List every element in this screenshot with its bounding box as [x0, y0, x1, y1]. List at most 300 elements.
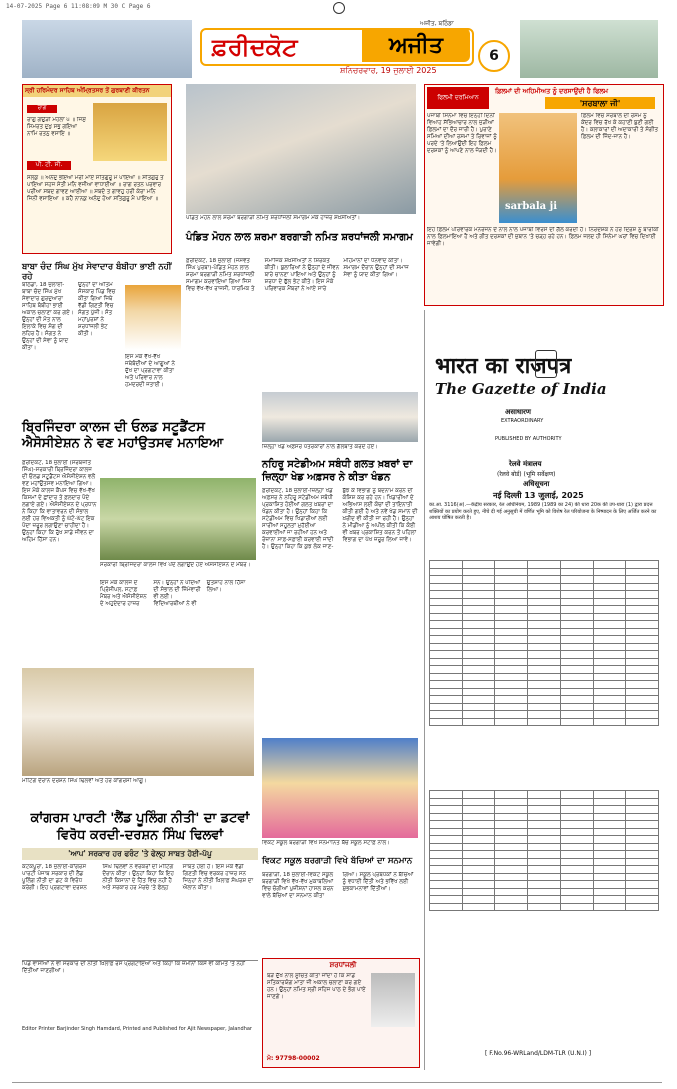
- gazette-table-cell: [528, 806, 561, 814]
- gazette-table-cell: [462, 836, 495, 844]
- film-poster: [499, 113, 577, 223]
- bottom-credits: Editor Printer Barjinder Singh Hamdard, Printed and Published for Ajit Newspaper, Jalandhar: [22, 1026, 252, 1032]
- gazette-table-row: [430, 666, 659, 674]
- baba-article-body-3: ਇਸ ਮੌਕੇ ਵੱਖ-ਵੱਖ ਜਥੇਬੰਦੀਆਂ ਦੇ ਆਗੂਆਂ ਨੇ ਦੁੱਖ ਦਾ ਪ੍ਰਗਟਾਵਾ ਕੀਤਾ ਅਤੇ ਪਰਿਵਾਰ ਨਾਲ ਹਮਦਰਦੀ ਜਤਾਈ।: [125, 354, 175, 388]
- gazette-table-cell: [528, 711, 561, 719]
- brijindra-article-body: ਫ਼ਰੀਦਕੋਟ, 18 ਜੁਲਾਈ (ਸਰਬਜੀਤ ਸਿੰਘ)-ਸਰਕਾਰੀ ਬ੍ਰਿਜਿੰਦਰਾ ਕਾਲਜ ਦੀ ਓਲਡ ਸਟੂਡੈਂਟਸ ਐਸੋਸੀਏਸ਼ਨ ਵਲੋਂ ਵਣ ਮਹਾਂਉਤਸਵ ਮਨਾਇਆ ਗਿਆ। ਇਸ ਮੌਕੇ ਕਾਲਜ ਕੈਂਪਸ ਵਿਚ ਵੱਖ-ਵੱਖ ਕਿਸਮਾਂ ਦੇ ਛਾਂਦਾਰ ਤੇ ਫ਼ਲਦਾਰ ਪੌਦੇ ਲਗਾਏ ਗਏ। ਐਸੋਸੀਏਸ਼ਨ ਦੇ ਪ੍ਰਧਾਨ ਨੇ ਕਿਹਾ ਕਿ ਵਾਤਾਵਰਨ ਦੀ ਸੰਭਾਲ ਲਈ ਹਰ ਵਿਅਕਤੀ ਨੂੰ ਘੱਟੋ-ਘੱਟ ਇਕ ਪੌਦਾ ਜ਼ਰੂਰ ਲਗਾਉਣਾ ਚਾਹੀਦਾ ਹੈ। ਉਨ੍ਹਾਂ ਕਿਹਾ ਕਿ ਰੁੱਖ ਸਾਡੇ ਜੀਵਨ ਦਾ ਅਹਿਮ ਹਿੱਸਾ ਹਨ।: [22, 460, 97, 543]
- gazette-table-cell: [626, 658, 659, 666]
- gazette-published: PUBLISHED BY AUTHORITY: [495, 436, 562, 442]
- gazette-table-cell: [528, 896, 561, 904]
- gazette-table-cell: [462, 888, 495, 896]
- gazette-table-cell: [560, 873, 593, 881]
- gazette-table-cell: [593, 636, 626, 644]
- gazette-table-cell: [495, 613, 528, 621]
- gazette-table-cell: [560, 658, 593, 666]
- film-text-bottom: ਇਹ ਫ਼ਿਲਮ ਪਰਿਵਾਰਕ ਮਨੋਰੰਜਨ ਦੇ ਨਾਲ ਨਾਲ ਪੰਜਾਬੀ ਵਿਰਸੇ ਦੀ ਗੱਲ ਕਰਦੀ ਹੈ। ਨਿਰਦੇਸ਼ਕ ਨੇ ਹਰ ਦ੍ਰਿਸ਼ ਨੂੰ ਬਾਰੀਕੀ ਨਾਲ ਫ਼ਿਲਮਾਇਆ ਹੈ ਅਤੇ ਗੀਤ ਦਰਸ਼ਕਾਂ ਦੀ ਜ਼ੁਬਾਨ 'ਤੇ ਚੜ੍ਹ ਰਹੇ ਹਨ। ਫ਼ਿਲਮ ਜਲਦ ਹੀ ਸਿਨੇਮਾ ਘਰਾਂ ਵਿਚ ਦਿਖਾਈ ਜਾਵੇਗੀ।: [427, 227, 659, 247]
- gazette-table-cell: [495, 681, 528, 689]
- gazette-table-cell: [462, 681, 495, 689]
- gazette-table-cell: [560, 806, 593, 814]
- gazette-table-cell: [593, 606, 626, 614]
- gazette-table-cell: [528, 813, 561, 821]
- gazette-table-cell: [560, 881, 593, 889]
- gazette-table-cell: [495, 711, 528, 719]
- gazette-table-row: [430, 591, 659, 599]
- shradhanjali-photo: [186, 84, 416, 214]
- gazette-table-cell: [560, 858, 593, 866]
- gazette-table-row: [430, 561, 659, 569]
- gazette-table-cell: [560, 643, 593, 651]
- gazette-table-cell: [495, 798, 528, 806]
- gazette-table-cell: [626, 866, 659, 874]
- gazette-table-cell: [495, 843, 528, 851]
- gazette-table-cell: [560, 696, 593, 704]
- nehru-headline: ਨਹਿਰੂ ਸਟੇਡੀਅਮ ਸਬੰਧੀ ਗਲਤ ਖ਼ਬਰਾਂ ਦਾ ਜ਼ਿਲ੍ਹਾ ਖੇਡ ਅਫ਼ਸਰ ਨੇ ਕੀਤਾ ਖੰਡਨ: [262, 459, 413, 483]
- gazette-table-cell: [528, 866, 561, 874]
- film-text-right: ਫ਼ਿਲਮ ਵਿਚ ਸਰਬਾਲੇ ਦੀ ਰਸਮ ਨੂੰ ਕੇਂਦਰ ਵਿਚ ਰੱਖ ਕੇ ਕਹਾਣੀ ਬੁਣੀ ਗਈ ਹੈ। ਕਲਾਕਾਰਾਂ ਦੀ ਅਦਾਕਾਰੀ ਤੇ ਸੰਗੀਤ ਫ਼ਿਲਮ ਦੀ ਜਿੰਦ-ਜਾਨ ਹੈ।: [581, 113, 658, 140]
- gazette-table-cell: [528, 843, 561, 851]
- gazette-table-cell: [560, 681, 593, 689]
- gazette-table-cell: [593, 843, 626, 851]
- gazette-table-cell: [495, 718, 528, 726]
- gurbani-box: [22, 84, 172, 254]
- gazette-table-cell: [430, 813, 463, 821]
- gurbani-box-title: ਸ੍ਰੀ ਹਰਿਮੰਦਰ ਸਾਹਿਬ ਅੰਮ੍ਰਿਤਸਰ ਤੋਂ ਗੁਰਬਾਣੀ ਕੀਰਤਨ: [23, 85, 171, 97]
- gazette-table-cell: [430, 673, 463, 681]
- gazette-table-cell: [626, 896, 659, 904]
- gazette-table-cell: [593, 703, 626, 711]
- gazette-table-cell: [495, 821, 528, 829]
- gazette-table-cell: [626, 591, 659, 599]
- gazette-table-cell: [626, 673, 659, 681]
- gazette-table-cell: [626, 688, 659, 696]
- gazette-table-row: [430, 658, 659, 666]
- gazette-table-cell: [626, 858, 659, 866]
- gazette-table-cell: [626, 881, 659, 889]
- masthead-city: ਫ਼ਰੀਦਕੋਟ: [212, 32, 298, 61]
- gazette-table-cell: [560, 673, 593, 681]
- gazette-table-cell: [430, 711, 463, 719]
- gazette-table-cell: [528, 688, 561, 696]
- page-number: 6: [478, 40, 510, 72]
- gazette-table-cell: [462, 598, 495, 606]
- print-info-strip: 14-07-2025 Page 6 11:08:09 M 30 C Page 6: [6, 3, 151, 10]
- gazette-table-cell: [560, 896, 593, 904]
- gazette-section: [424, 310, 663, 1070]
- gazette-table-cell: [462, 873, 495, 881]
- gazette-table-cell: [593, 806, 626, 814]
- gazette-extraordinary-hi: असाधारण: [505, 408, 531, 416]
- page-bottom-rule: [12, 1082, 662, 1083]
- gazette-table-row: [430, 798, 659, 806]
- gazette-table-cell: [528, 881, 561, 889]
- gazette-table-cell: [626, 711, 659, 719]
- gazette-table-cell: [430, 606, 463, 614]
- gazette-table-cell: [495, 881, 528, 889]
- gazette-table-1: [429, 560, 659, 726]
- gazette-table-cell: [528, 568, 561, 576]
- gazette-table-row: [430, 903, 659, 911]
- gazette-table-cell: [560, 688, 593, 696]
- gazette-table-cell: [626, 666, 659, 674]
- film-poster-text: sarbala ji: [505, 201, 558, 212]
- gazette-table-cell: [593, 688, 626, 696]
- gazette-table-row: [430, 881, 659, 889]
- gazette-table-row: [430, 681, 659, 689]
- gazette-table-row: [430, 821, 659, 829]
- gazette-table-cell: [462, 903, 495, 911]
- gazette-table-cell: [528, 903, 561, 911]
- gazette-table-cell: [626, 598, 659, 606]
- gazette-table-cell: [495, 666, 528, 674]
- gazette-table-cell: [430, 903, 463, 911]
- gazette-table-cell: [430, 888, 463, 896]
- gazette-table-cell: [528, 821, 561, 829]
- gazette-table-cell: [462, 858, 495, 866]
- gazette-table-cell: [495, 851, 528, 859]
- gazette-table-cell: [626, 821, 659, 829]
- gazette-table-row: [430, 583, 659, 591]
- gazette-table-cell: [430, 561, 463, 569]
- gazette-table-cell: [593, 576, 626, 584]
- congress-photo-caption: ਮੀਟਿੰਗ ਦੌਰਾਨ ਦਰਸ਼ਨ ਸਿੰਘ ਢਿਲਵਾਂ ਅਤੇ ਹੋਰ ਕਾਂਗਰਸੀ ਆਗੂ।: [22, 778, 147, 784]
- school-photo-caption: ਵਿਕਟ ਸਕੂਲ ਬਰਗਾੜੀ ਵਿਖੇ ਸਨਮਾਨਿਤ ਬੱਚੇ ਸਕੂਲ ਸਟਾਫ਼ ਨਾਲ।: [262, 840, 390, 846]
- gazette-table-cell: [430, 843, 463, 851]
- gazette-table-row: [430, 888, 659, 896]
- gazette-table-cell: [430, 636, 463, 644]
- gazette-table-cell: [626, 798, 659, 806]
- gazette-table-row: [430, 718, 659, 726]
- obituary-portrait: [371, 973, 415, 1027]
- gazette-table-cell: [560, 561, 593, 569]
- gazette-table-row: [430, 828, 659, 836]
- congress-meeting-photo: [22, 668, 254, 776]
- gazette-notification-date: नई दिल्ली 13 जुलाई, 2025: [493, 491, 584, 500]
- brijindra-article-body-2: ਇਸ ਮੌਕੇ ਕਾਲਜ ਦੇ ਪ੍ਰਿੰਸੀਪਲ, ਸਟਾਫ਼ ਮੈਂਬਰ ਅਤੇ ਐਸੋਸੀਏਸ਼ਨ ਦੇ ਅਹੁਦੇਦਾਰ ਹਾਜ਼ਰ ਸਨ। ਉਨ੍ਹਾਂ ਨੇ ਪੌਦਿਆਂ ਦੀ ਸੰਭਾਲ ਦੀ ਜ਼ਿੰਮੇਵਾਰੀ ਵੀ ਲਈ। ਵਿਦਿਆਰਥੀਆਂ ਨੇ ਵੀ ਉਤਸ਼ਾਹ ਨਾਲ ਹਿੱਸਾ ਲਿਆ।: [100, 580, 246, 607]
- baba-article-body: ਬਠਿੰਡਾ, 18 ਜੁਲਾਈ-ਬਾਬਾ ਚੰਦ ਸਿੰਘ ਮੁੱਖ ਸੇਵਾਦਾਰ ਗੁਰਦੁਆਰਾ ਸਾਹਿਬ ਬੰਬੀਹਾ ਭਾਈ ਅਕਾਲ ਚਲਾਣਾ ਕਰ ਗਏ। ਉਨ੍ਹਾਂ ਦੀ ਮੌਤ ਨਾਲ ਇਲਾਕੇ ਵਿਚ ਸੋਗ ਦੀ ਲਹਿਰ ਹੈ। ਸੰਗਤ ਨੇ ਉਨ੍ਹਾਂ ਦੀ ਸੇਵਾ ਨੂੰ ਯਾਦ ਕੀਤਾ।: [22, 282, 74, 351]
- gazette-table-cell: [430, 806, 463, 814]
- gazette-table-cell: [430, 651, 463, 659]
- gazette-table-row: [430, 703, 659, 711]
- gazette-table-row: [430, 606, 659, 614]
- gazette-table-cell: [462, 866, 495, 874]
- baba-headline: ਬਾਬਾ ਚੰਦ ਸਿੰਘ ਮੁੱਖ ਸੇਵਾਦਾਰ ਬੰਬੀਹਾ ਭਾਈ ਨਹੀਂ ਰਹੇ: [22, 262, 172, 282]
- gazette-table-cell: [495, 568, 528, 576]
- gazette-table-cell: [495, 866, 528, 874]
- ptc-label: ਪੀ. ਟੀ. ਸੀ.: [27, 161, 71, 170]
- gazette-table-cell: [495, 828, 528, 836]
- gazette-table-row: [430, 636, 659, 644]
- gazette-table-cell: [528, 828, 561, 836]
- gazette-table-cell: [495, 806, 528, 814]
- gazette-table-cell: [593, 718, 626, 726]
- gazette-table-cell: [462, 568, 495, 576]
- gazette-table-cell: [626, 568, 659, 576]
- gazette-table-cell: [560, 843, 593, 851]
- gazette-table-cell: [495, 621, 528, 629]
- gazette-table-cell: [495, 658, 528, 666]
- gazette-table-cell: [593, 858, 626, 866]
- gazette-table-cell: [495, 576, 528, 584]
- gazette-table-cell: [560, 903, 593, 911]
- gazette-table-cell: [626, 888, 659, 896]
- gazette-table-cell: [560, 621, 593, 629]
- gazette-table-cell: [495, 583, 528, 591]
- baba-article-body-2: ਉਨ੍ਹਾਂ ਦਾ ਅੰਤਿਮ ਸੰਸਕਾਰ ਪਿੰਡ ਵਿਚ ਕੀਤਾ ਗਿਆ ਜਿਥੇ ਵੱਡੀ ਗਿਣਤੀ ਵਿਚ ਸੰਗਤ ਪੁੱਜੀ। ਸੰਤ ਮਹਾਂਪੁਰਸ਼ਾਂ ਨੇ ਸ਼ਰਧਾਂਜਲੀ ਭੇਟ ਕੀਤੀ।: [78, 282, 116, 337]
- gazette-table-cell: [462, 658, 495, 666]
- gazette-table-cell: [495, 561, 528, 569]
- gazette-table-cell: [528, 658, 561, 666]
- gazette-table-row: [430, 576, 659, 584]
- gazette-table-row: [430, 651, 659, 659]
- gazette-table-cell: [462, 688, 495, 696]
- gazette-table-cell: [560, 851, 593, 859]
- gazette-table-cell: [528, 561, 561, 569]
- gazette-table-cell: [528, 673, 561, 681]
- gazette-table-cell: [626, 718, 659, 726]
- gazette-table-cell: [593, 903, 626, 911]
- gazette-table-cell: [560, 798, 593, 806]
- tree-plantation-photo: [100, 478, 256, 560]
- gazette-table-cell: [462, 591, 495, 599]
- gazette-table-cell: [626, 628, 659, 636]
- gazette-table-cell: [560, 591, 593, 599]
- gazette-table-cell: [430, 658, 463, 666]
- gazette-table-cell: [593, 583, 626, 591]
- obituary-phone: ਮੋ: 97798-00002: [267, 1055, 320, 1062]
- gazette-table-row: [430, 813, 659, 821]
- gazette-table-cell: [626, 696, 659, 704]
- gazette-table-cell: [462, 843, 495, 851]
- gazette-table-cell: [593, 673, 626, 681]
- gazette-table-cell: [462, 643, 495, 651]
- gazette-table-cell: [462, 813, 495, 821]
- gazette-table-cell: [560, 836, 593, 844]
- gazette-table-cell: [462, 828, 495, 836]
- film-label: ਫਿਲਮੀ ਦਰਮਿਆਨ: [427, 87, 489, 109]
- gazette-table-row: [430, 836, 659, 844]
- gazette-table-cell: [462, 718, 495, 726]
- gazette-table-cell: [593, 613, 626, 621]
- brijindra-headline: ਬ੍ਰਿਜਿੰਦਰਾ ਕਾਲਜ ਦੀ ਓਲਡ ਸਟੂਡੈਂਟਸ ਐਸੋਸੀਏਸ਼ਨ ਨੇ ਵਣ ਮਹਾਂਉਤਸਵ ਮਨਾਇਆ: [22, 420, 224, 451]
- gazette-table-cell: [593, 851, 626, 859]
- gazette-table-cell: [495, 896, 528, 904]
- gazette-table-cell: [430, 621, 463, 629]
- gazette-table-cell: [430, 798, 463, 806]
- gazette-table-cell: [626, 851, 659, 859]
- gazette-table-cell: [430, 688, 463, 696]
- gazette-table-cell: [560, 636, 593, 644]
- gazette-table-cell: [593, 866, 626, 874]
- gazette-table-row: [430, 843, 659, 851]
- gazette-table-cell: [462, 606, 495, 614]
- gazette-table-cell: [462, 711, 495, 719]
- gazette-table-cell: [495, 873, 528, 881]
- gazette-table-cell: [560, 613, 593, 621]
- gazette-table-row: [430, 621, 659, 629]
- gazette-table-cell: [560, 628, 593, 636]
- gazette-table-cell: [560, 606, 593, 614]
- gazette-table-cell: [626, 621, 659, 629]
- gazette-table-cell: [462, 851, 495, 859]
- gazette-table-cell: [495, 673, 528, 681]
- gazette-ministry-sub: (रेलवे बोर्ड) (भूमि सर्वेक्षण): [497, 471, 556, 478]
- gazette-table-row: [430, 568, 659, 576]
- gazette-table-cell: [593, 828, 626, 836]
- gazette-table-cell: [462, 696, 495, 704]
- gazette-table-cell: [593, 598, 626, 606]
- gazette-table-cell: [495, 791, 528, 799]
- gazette-table-cell: [626, 583, 659, 591]
- registration-mark-icon: [333, 2, 345, 14]
- office-photo-caption: ਜ਼ਿਲ੍ਹਾ ਖੇਡ ਅਫ਼ਸਰ ਪੱਤਰਕਾਰਾਂ ਨਾਲ ਗੱਲਬਾਤ ਕਰਦੇ ਹੋਏ।: [262, 444, 378, 450]
- gazette-table-cell: [495, 628, 528, 636]
- gazette-table-cell: [430, 866, 463, 874]
- gazette-table-cell: [626, 836, 659, 844]
- gazette-table-cell: [528, 666, 561, 674]
- school-article-body: ਬਰਗਾੜੀ, 18 ਜੁਲਾਈ-ਵਿਕਟ ਸਕੂਲ ਬਰਗਾੜੀ ਵਿਖੇ ਵੱਖ-ਵੱਖ ਮੁਕਾਬਲਿਆਂ ਵਿਚ ਚੰਗੀਆਂ ਪੁਜ਼ੀਸ਼ਨਾਂ ਹਾਸਲ ਕਰਨ ਵਾਲੇ ਬੱਚਿਆਂ ਦਾ ਸਨਮਾਨ ਕੀਤਾ ਗਿਆ। ਸਕੂਲ ਪ੍ਰਬੰਧਕਾਂ ਨੇ ਬੱਚਿਆਂ ਨੂੰ ਵਧਾਈ ਦਿੱਤੀ ਅਤੇ ਭਵਿੱਖ ਲਈ ਸ਼ੁਭਕਾਮਨਾਵਾਂ ਦਿੱਤੀਆਂ।: [262, 872, 414, 899]
- gazette-table-cell: [560, 568, 593, 576]
- gazette-table-cell: [430, 666, 463, 674]
- gazette-table-cell: [593, 791, 626, 799]
- gazette-table-cell: [528, 798, 561, 806]
- gazette-table-cell: [528, 636, 561, 644]
- gazette-table-cell: [593, 813, 626, 821]
- gazette-table-cell: [430, 896, 463, 904]
- gazette-table-cell: [462, 583, 495, 591]
- gazette-table-cell: [462, 798, 495, 806]
- gazette-table-row: [430, 696, 659, 704]
- gazette-table-cell: [495, 696, 528, 704]
- gazette-table-cell: [593, 568, 626, 576]
- gazette-table-row: [430, 711, 659, 719]
- gazette-table-cell: [560, 711, 593, 719]
- gurbani-text: ਰਾਗੁ ਗਉੜੀ ਮਹਲਾ ੫ ॥ ਜਿਸੁ ਸਿਮਰਤ ਦੁਖੁ ਸਭੁ ਗਇਆ ਨਾਮਿ ਰਤਨੁ ਵਸਾਇ ॥: [27, 117, 86, 137]
- gazette-table-cell: [495, 888, 528, 896]
- gazette-table-cell: [462, 806, 495, 814]
- gazette-table-cell: [495, 636, 528, 644]
- gazette-table-cell: [626, 813, 659, 821]
- gazette-table-cell: [593, 651, 626, 659]
- gazette-table-row: [430, 806, 659, 814]
- gazette-table-cell: [528, 576, 561, 584]
- gazette-table-cell: [430, 613, 463, 621]
- gazette-table-cell: [528, 583, 561, 591]
- gazette-table-cell: [430, 696, 463, 704]
- gazette-notification-label: अधिसूचना: [523, 480, 550, 488]
- gazette-table-cell: [528, 873, 561, 881]
- gazette-table-row: [430, 896, 659, 904]
- gazette-notification-text: का.आ. 3116(अ).—केंद्रीय सरकार, रेल अधिनियम, 1989 (1989 का 24) की धारा 20क की उप-धारा (1) द्वारा प्रदत्त शक्तियों का प्रयोग करते हुए, नीचे दी गई अनुसूची में वर्णित भूमि को विशेष रेल परियोजना के निष्पादन के लिए अर्जित करने का आशय घोषित करती है।: [429, 502, 657, 521]
- gazette-table-cell: [495, 643, 528, 651]
- gazette-table-cell: [593, 666, 626, 674]
- congress-article-body-2: ਪਿੰਡ ਵਾਸੀਆਂ ਨੇ ਵੀ ਸਰਕਾਰ ਦੀ ਨੀਤੀ ਖ਼ਿਲਾਫ਼ ਰੋਸ ਪ੍ਰਗਟਾਇਆ ਅਤੇ ਕਿਹਾ ਕਿ ਜ਼ਮੀਨਾਂ ਕਿਸੇ ਵੀ ਕੀਮਤ 'ਤੇ ਨਹੀਂ ਦਿੱਤੀਆਂ ਜਾਣਗੀਆਂ।: [22, 960, 258, 1023]
- gazette-table-cell: [560, 888, 593, 896]
- gazette-table-cell: [593, 836, 626, 844]
- gazette-table-cell: [495, 688, 528, 696]
- gazette-table-cell: [593, 621, 626, 629]
- gazette-table-cell: [560, 703, 593, 711]
- gazette-table-cell: [560, 813, 593, 821]
- gazette-table-cell: [626, 791, 659, 799]
- gazette-table-cell: [626, 576, 659, 584]
- gazette-english-title: The Gazette of India: [435, 380, 607, 398]
- school-students-photo: [262, 738, 418, 838]
- gazette-table-cell: [528, 696, 561, 704]
- gazette-table-cell: [462, 673, 495, 681]
- gazette-table-cell: [593, 561, 626, 569]
- gazette-table-cell: [560, 828, 593, 836]
- gazette-table-cell: [626, 703, 659, 711]
- gazette-table-cell: [593, 881, 626, 889]
- baba-portrait: [125, 285, 181, 350]
- gazette-table-cell: [462, 628, 495, 636]
- gazette-table-row: [430, 598, 659, 606]
- gazette-table-2: [429, 790, 659, 911]
- gazette-table-cell: [528, 888, 561, 896]
- gazette-table-cell: [560, 583, 593, 591]
- office-photo: [262, 392, 418, 442]
- gazette-table-cell: [593, 888, 626, 896]
- gazette-table-cell: [626, 681, 659, 689]
- gazette-table-cell: [528, 836, 561, 844]
- gazette-table-cell: [528, 598, 561, 606]
- gazette-table-cell: [560, 651, 593, 659]
- gazette-table-cell: [528, 591, 561, 599]
- gazette-table-cell: [593, 696, 626, 704]
- gazette-table-row: [430, 628, 659, 636]
- masthead-date: ਸ਼ਨਿਚਰਵਾਰ, 19 ਜੁਲਾਈ 2025: [340, 66, 437, 75]
- pandit-headline: ਪੰਡਿਤ ਮੋਹਨ ਲਾਲ ਸ਼ਰਮਾ ਬਰਗਾੜੀ ਨਮਿਤ ਸ਼ਰਧਾਂਜਲੀ ਸਮਾਗਮ: [186, 232, 413, 243]
- gazette-table-cell: [495, 591, 528, 599]
- gazette-table-cell: [626, 828, 659, 836]
- gazette-table-cell: [462, 791, 495, 799]
- gazette-table-row: [430, 673, 659, 681]
- gazette-table-cell: [430, 703, 463, 711]
- gazette-table-cell: [430, 858, 463, 866]
- gazette-table-cell: [626, 806, 659, 814]
- gazette-table-cell: [430, 583, 463, 591]
- film-box: [424, 84, 664, 306]
- gazette-table-cell: [560, 598, 593, 606]
- gazette-table-cell: [495, 598, 528, 606]
- gazette-table-row: [430, 791, 659, 799]
- gazette-table-cell: [462, 881, 495, 889]
- gazette-table-cell: [462, 576, 495, 584]
- gazette-table-cell: [626, 561, 659, 569]
- gazette-table-cell: [430, 568, 463, 576]
- gazette-table-cell: [593, 798, 626, 806]
- gazette-table-cell: [430, 873, 463, 881]
- gazette-table-cell: [528, 651, 561, 659]
- shradhanjali-caption: ਪੰਡਿਤ ਮੋਹਨ ਲਾਲ ਸ਼ਰਮਾ ਬਰਗਾੜੀ ਨਮਿਤ ਸ਼ਰਧਾਂਜਲੀ ਸਮਾਗਮ ਮੌਕੇ ਹਾਜ਼ਰ ਸ਼ਖ਼ਸੀਅਤਾਂ।: [186, 215, 361, 221]
- gazette-table-row: [430, 613, 659, 621]
- gazette-table-cell: [430, 881, 463, 889]
- gazette-table-cell: [495, 651, 528, 659]
- tree-plantation-caption: ਸਰਕਾਰੀ ਬ੍ਰਿਜਿੰਦਰਾ ਕਾਲਜ ਵਿਖੇ ਪੌਦੇ ਲਗਾਉਂਦੇ ਹੋਏ ਐਸੋਸੀਏਸ਼ਨ ਦੇ ਮੈਂਬਰ।: [100, 562, 251, 568]
- gazette-table-row: [430, 643, 659, 651]
- gazette-table-cell: [495, 858, 528, 866]
- gazette-table-cell: [593, 643, 626, 651]
- masthead-paper-name: ਅਜੀਤ: [362, 28, 470, 62]
- gazette-table-cell: [528, 643, 561, 651]
- gazette-ministry: रेलवे मंत्रालय: [509, 460, 542, 468]
- obituary-text: ਬੜੇ ਦੁੱਖ ਨਾਲ ਸੂਚਿਤ ਕੀਤਾ ਜਾਂਦਾ ਹੈ ਕਿ ਸਾਡੇ ਸਤਿਕਾਰਯੋਗ ਮਾਤਾ ਜੀ ਅਕਾਲ ਚਲਾਣਾ ਕਰ ਗਏ ਹਨ। ਉਨ੍ਹਾਂ ਨਮਿਤ ਸ੍ਰੀ ਸਹਿਜ ਪਾਠ ਦੇ ਭੋਗ ਪਾਏ ਜਾਣਗੇ।: [267, 973, 366, 1000]
- nehru-article-body: ਫ਼ਰੀਦਕੋਟ, 18 ਜੁਲਾਈ-ਜ਼ਿਲ੍ਹਾ ਖੇਡ ਅਫ਼ਸਰ ਨੇ ਨਹਿਰੂ ਸਟੇਡੀਅਮ ਸਬੰਧੀ ਪ੍ਰਕਾਸ਼ਿਤ ਹੋਈਆਂ ਗਲਤ ਖ਼ਬਰਾਂ ਦਾ ਖੰਡਨ ਕੀਤਾ ਹੈ। ਉਨ੍ਹਾਂ ਕਿਹਾ ਕਿ ਸਟੇਡੀਅਮ ਵਿਚ ਖਿਡਾਰੀਆਂ ਲਈ ਸਾਰੀਆਂ ਸਹੂਲਤਾਂ ਮੁਹੱਈਆ ਕਰਵਾਈਆਂ ਜਾ ਰਹੀਆਂ ਹਨ ਅਤੇ ਰੋਜ਼ਾਨਾ ਸਾਫ਼-ਸਫ਼ਾਈ ਕਰਵਾਈ ਜਾਂਦੀ ਹੈ। ਉਨ੍ਹਾਂ ਕਿਹਾ ਕਿ ਕੁਝ ਲੋਕ ਜਾਣ-ਬੁੱਝ ਕੇ ਵਿਭਾਗ ਨੂੰ ਬਦਨਾਮ ਕਰਨ ਦੀ ਕੋਸ਼ਿਸ਼ ਕਰ ਰਹੇ ਹਨ। ਖਿਡਾਰੀਆਂ ਦੇ ਅਭਿਆਸ ਲਈ ਕੋਚਾਂ ਦੀ ਤਾਇਨਾਤੀ ਕੀਤੀ ਗਈ ਹੈ ਅਤੇ ਨਵੇਂ ਖੇਡ ਸਮਾਨ ਦੀ ਖ਼ਰੀਦ ਵੀ ਕੀਤੀ ਜਾ ਰਹੀ ਹੈ। ਉਨ੍ਹਾਂ ਨੇ ਮੀਡੀਆ ਨੂੰ ਅਪੀਲ ਕੀਤੀ ਕਿ ਕੋਈ ਵੀ ਖ਼ਬਰ ਪ੍ਰਕਾਸ਼ਿਤ ਕਰਨ ਤੋਂ ਪਹਿਲਾਂ ਵਿਭਾਗ ਦਾ ਪੱਖ ਜ਼ਰੂਰ ਲਿਆ ਜਾਵੇ।: [262, 488, 418, 550]
- gazette-table-cell: [462, 896, 495, 904]
- gazette-table-cell: [528, 613, 561, 621]
- gazette-table-cell: [593, 896, 626, 904]
- gazette-table-cell: [626, 606, 659, 614]
